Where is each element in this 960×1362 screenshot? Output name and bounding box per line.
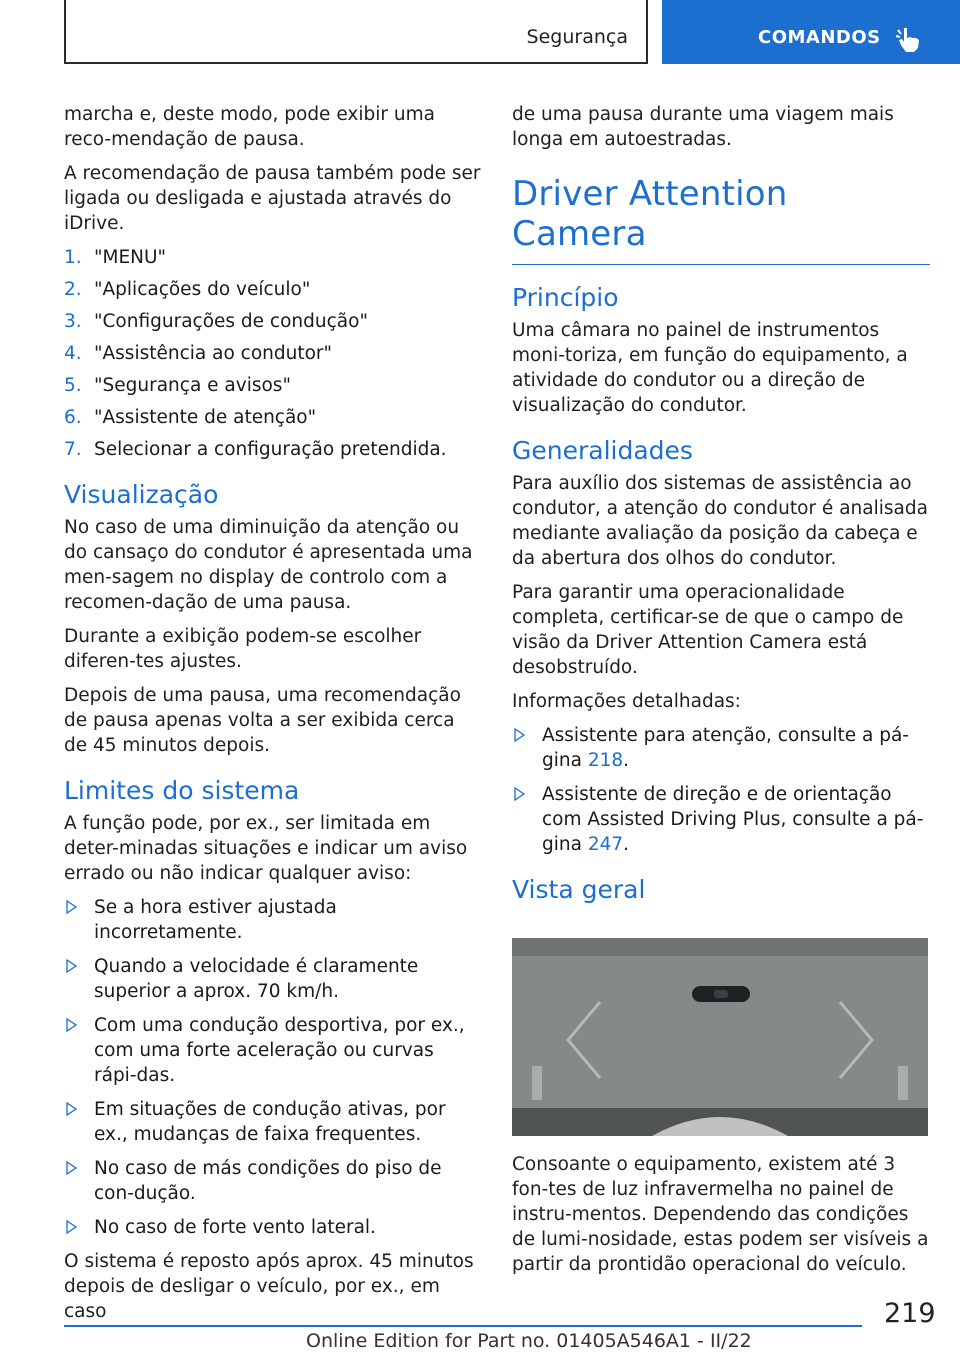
list-item xyxy=(64,373,482,398)
step-number: 6. xyxy=(64,407,82,428)
bullet-end: . xyxy=(623,834,630,855)
paragraph: Durante a exibição podem-se escolher diferen-tes ajustes. xyxy=(64,626,422,672)
heading-generalidades: Generalidades xyxy=(512,436,693,465)
paragraph: de uma pausa durante uma viagem mais longa em autoestradas. xyxy=(512,104,894,150)
triangle-bullet-icon xyxy=(66,959,77,973)
instrument-panel-illustration xyxy=(512,938,928,1136)
heading-visualizacao: Visualização xyxy=(64,480,219,509)
list-item xyxy=(64,1013,482,1088)
list-item xyxy=(512,782,930,857)
bullet-text: No caso de más condições do piso de con-dução. xyxy=(94,1158,442,1204)
step-number: 5. xyxy=(64,375,82,396)
bullet-text: Assistente de direção e de orientação com Assisted Driving Plus, consulte a pá-gina xyxy=(542,784,924,855)
triangle-bullet-icon xyxy=(66,1220,77,1234)
footer-edition: Online Edition for Part no. 01405A546A1 - II/22 xyxy=(306,1330,752,1352)
page-link[interactable]: 218 xyxy=(587,750,624,771)
heading-principio: Princípio xyxy=(512,283,619,312)
step-text: "Assistência ao condutor" xyxy=(94,343,333,364)
heading-vista-geral: Vista geral xyxy=(512,875,646,904)
footer-divider xyxy=(64,1325,862,1327)
paragraph: A função pode, por ex., ser limitada em deter-minadas situações e indicar um aviso errado ou não indicar qualquer aviso: xyxy=(64,813,468,884)
paragraph: Depois de uma pausa, uma recomendação de pausa apenas volta a ser exibida cerca de 45 minutos depois. xyxy=(64,685,461,756)
step-text: "MENU" xyxy=(94,247,167,268)
triangle-bullet-icon xyxy=(66,1161,77,1175)
list-item xyxy=(64,895,482,945)
list-item xyxy=(64,1156,482,1206)
bullet-text: Em situações de condução ativas, por ex., mudanças de faixa frequentes. xyxy=(94,1099,446,1145)
step-text: "Aplicações do veículo" xyxy=(94,279,311,300)
header-chapter-tab xyxy=(662,0,960,64)
header-section-tab xyxy=(64,0,648,64)
paragraph: marcha e, deste modo, pode exibir uma reco-mendação de pausa. xyxy=(64,104,435,150)
section-title-driver-attention-camera: Driver Attention Camera xyxy=(512,174,930,265)
list-item xyxy=(64,437,482,462)
step-number: 3. xyxy=(64,311,82,332)
step-text: "Assistente de atenção" xyxy=(94,407,317,428)
paragraph: Uma câmara no painel de instrumentos moni-toriza, em função do equipamento, a atividade do condutor ou a direção de visualização do condutor. xyxy=(512,320,908,416)
list-item xyxy=(512,723,930,773)
step-number: 1. xyxy=(64,247,82,268)
chapter-title: COMANDOS xyxy=(758,27,881,48)
list-item xyxy=(64,954,482,1004)
bullet-end: . xyxy=(623,750,630,771)
list-item xyxy=(64,277,482,302)
bullet-text: Quando a velocidade é claramente superior a aprox. 70 km/h. xyxy=(94,956,419,1002)
paragraph: A recomendação de pausa também pode ser ligada ou desligada e ajustada através do iDrive. xyxy=(64,163,481,234)
paragraph: Informações detalhadas: xyxy=(512,691,741,712)
list-item xyxy=(64,1097,482,1147)
step-text: "Segurança e avisos" xyxy=(94,375,291,396)
paragraph: O sistema é reposto após aprox. 45 minutos depois de desligar o veículo, por ex., em caso xyxy=(64,1251,474,1322)
triangle-bullet-icon xyxy=(514,787,525,801)
triangle-bullet-icon xyxy=(514,728,525,742)
list-item xyxy=(64,245,482,270)
step-number: 4. xyxy=(64,343,82,364)
bullet-text: Se a hora estiver ajustada incorretamente. xyxy=(94,897,337,943)
step-number: 2. xyxy=(64,279,82,300)
paragraph: Consoante o equipamento, existem até 3 fon-tes de luz infravermelha no painel de instru-mentos. Dependendo das condições de lumi-nosidade, estas podem ser visíveis a partir da prontidão operacional do veículo. xyxy=(512,1154,929,1275)
list-item xyxy=(64,309,482,334)
bullet-text: Assistente para atenção, consulte a pá-gina xyxy=(542,725,909,771)
step-text: "Configurações de condução" xyxy=(94,311,368,332)
list-item xyxy=(64,1215,482,1240)
page-number: 219 xyxy=(884,1298,936,1329)
reference-list xyxy=(512,723,930,857)
paragraph: No caso de uma diminuição da atenção ou do cansaço do condutor é apresentada uma men-sagem no display de controlo com a recomen-dação de uma pausa. xyxy=(64,517,473,613)
heading-limites: Limites do sistema xyxy=(64,776,300,805)
paragraph: Para auxílio dos sistemas de assistência ao condutor, a atenção do condutor é analisada mediante avaliação da posição da cabeça e da abertura dos olhos do condutor. xyxy=(512,473,928,569)
triangle-bullet-icon xyxy=(66,1018,77,1032)
bullet-text: No caso de forte vento lateral. xyxy=(94,1217,376,1238)
left-column xyxy=(64,102,482,1333)
step-text: Selecionar a configuração pretendida. xyxy=(94,439,447,460)
triangle-bullet-icon xyxy=(66,900,77,914)
bullet-text: Com uma condução desportiva, por ex., com uma forte aceleração ou curvas rápi-das. xyxy=(94,1015,465,1086)
right-column xyxy=(512,102,930,1286)
list-item xyxy=(64,341,482,366)
page-link[interactable]: 247 xyxy=(587,834,624,855)
paragraph: Para garantir uma operacionalidade completa, certificar-se de que o campo de visão da Driver Attention Camera está desobstruído. xyxy=(512,582,904,678)
limits-list xyxy=(64,895,482,1240)
hand-pointer-icon xyxy=(896,26,922,54)
triangle-bullet-icon xyxy=(66,1102,77,1116)
section-title: Segurança xyxy=(526,26,628,48)
instrument-panel-camera-photo xyxy=(512,938,928,1136)
steps-list xyxy=(64,245,482,462)
list-item xyxy=(64,405,482,430)
step-number: 7. xyxy=(64,439,82,460)
